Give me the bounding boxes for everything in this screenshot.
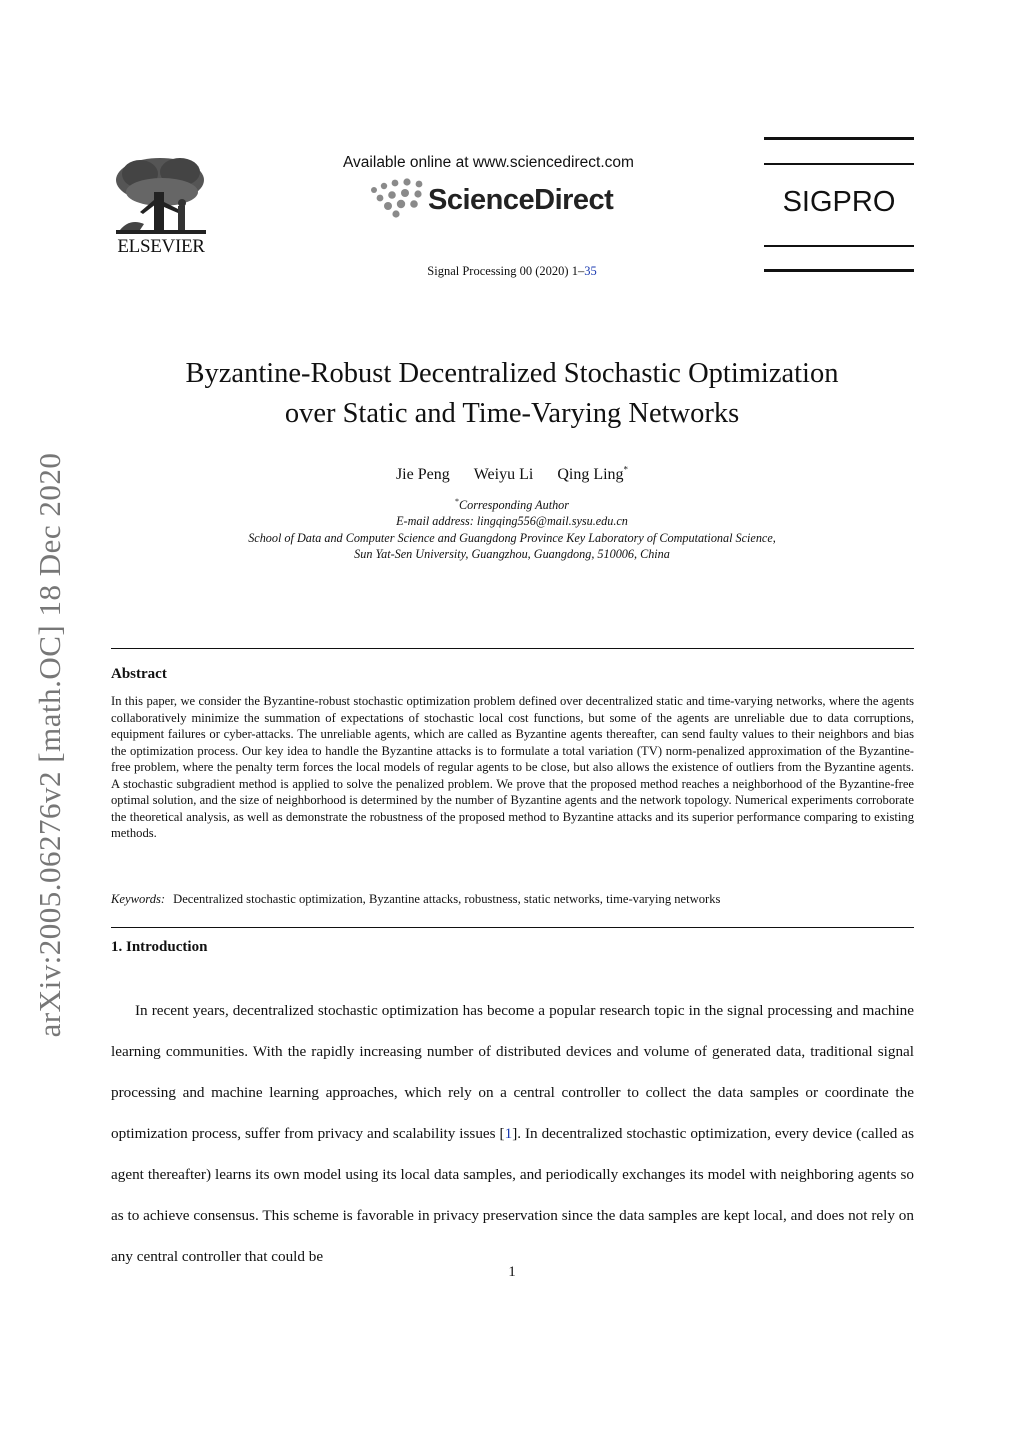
author-name: Qing Ling* (557, 465, 629, 484)
intro-text-part-2: ]. In decentralized stochastic optimization, every device (called as agent thereafter) learns its own model using its local data samples, and periodically exchanges its model with neighboring agents so as to achieve consensus. This scheme is favorable in privacy preservation since the data samples are kept local, and does not rely on any central controller that could be (111, 1125, 914, 1265)
paper-title-line-1: Byzantine-Robust Decentralized Stochastic Optimization (185, 358, 839, 389)
affiliation-line-2: Sun Yat-Sen University, Guangzhou, Guangdong, 510006, China (354, 547, 670, 562)
paper-title (0, 354, 1024, 434)
page-number: 1 (508, 1264, 516, 1280)
keywords-label: Keywords: (111, 892, 166, 906)
author-email[interactable]: E-mail address: lingqing556@mail.sysu.edu.cn (396, 514, 628, 529)
corresponding-author-note: *Corresponding Author (454, 497, 570, 513)
abstract-divider-top (111, 648, 914, 649)
abstract-divider-bottom (111, 927, 914, 928)
journal-last-page-link[interactable]: 35 (584, 264, 597, 278)
journal-box-rule-top (764, 137, 914, 140)
sciencedirect-wordmark: ScienceDirect (428, 184, 614, 216)
author-list (0, 465, 1024, 484)
affiliation-line-1: School of Data and Computer Science and Guangdong Province Key Laboratory of Computational Science, (248, 530, 776, 545)
intro-text-part-1: In recent years, decentralized stochastic optimization has become a popular research topic in the signal processing and machine learning communities. With the rapidly increasing number of distributed devices and volume of generated data, traditional signal processing and machine learning approaches, which rely on a central controller to collect the data samples or coordinate the optimization process, suffer from privacy and scalability issues [ (111, 1002, 914, 1142)
journal-citation-prefix: Signal Processing 00 (2020) 1– (427, 264, 585, 278)
journal-box-rule-top-thin (764, 163, 914, 165)
keywords-list: Decentralized stochastic optimization, Byzantine attacks, robustness, static networks, time-varying networks (173, 892, 721, 906)
journal-abbreviation: SIGPRO (782, 186, 896, 218)
available-online-text: Available online at www.sciencedirect.com (343, 154, 634, 171)
citation-link[interactable]: 1 (504, 1125, 513, 1142)
section-heading-introduction: 1. Introduction (111, 939, 208, 955)
introduction-paragraph (111, 990, 914, 1277)
sciencedirect-dots-icon (368, 178, 428, 218)
corresponding-mark: * (623, 465, 629, 475)
arxiv-identifier-stamp: arXiv:2005.06276v2 [math.OC] 18 Dec 2020 (32, 452, 67, 1038)
author-name: Jie Peng (395, 466, 450, 484)
journal-box-rule-bottom (764, 269, 914, 272)
abstract-heading: Abstract (111, 666, 167, 682)
affiliation-block (0, 494, 1024, 563)
journal-box-rule-bottom-thin (764, 245, 914, 247)
keywords-line (111, 892, 914, 907)
author-name: Weiyu Li (473, 466, 534, 484)
publisher-wordmark: ELSEVIER (117, 236, 205, 257)
paper-title-line-2: over Static and Time-Varying Networks (284, 398, 740, 429)
abstract-text: In this paper, we consider the Byzantine-robust stochastic optimization problem defined over decentralized static and time-varying networks, where the agents collaboratively minimize the summation of expectations of stochastic local cost functions, but some of the agents are unreliable due to data corruptions, equipment failures or cyber-attacks. The unreliable agents, which are called as Byzantine agents thereafter, can send faulty values to their neighbors and bias the optimization process. Our key idea to handle the Byzantine attacks is to formulate a total variation (TV) norm-penalized approximation of the Byzantine-free problem, where the penalty term forces the local models of regular agents to be close, but also allows the existence of outliers from the Byzantine agents. A stochastic subgradient method is applied to solve the penalized problem. We prove that the proposed method reaches a neighborhood of the Byzantine-free optimal solution, and the size of neighborhood is determined by the number of Byzantine agents and the network topology. Numerical experiments corroborate the theoretical analysis, as well as demonstrate the robustness of the proposed method to Byzantine attacks and its superior performance comparing to existing methods. (111, 694, 914, 840)
